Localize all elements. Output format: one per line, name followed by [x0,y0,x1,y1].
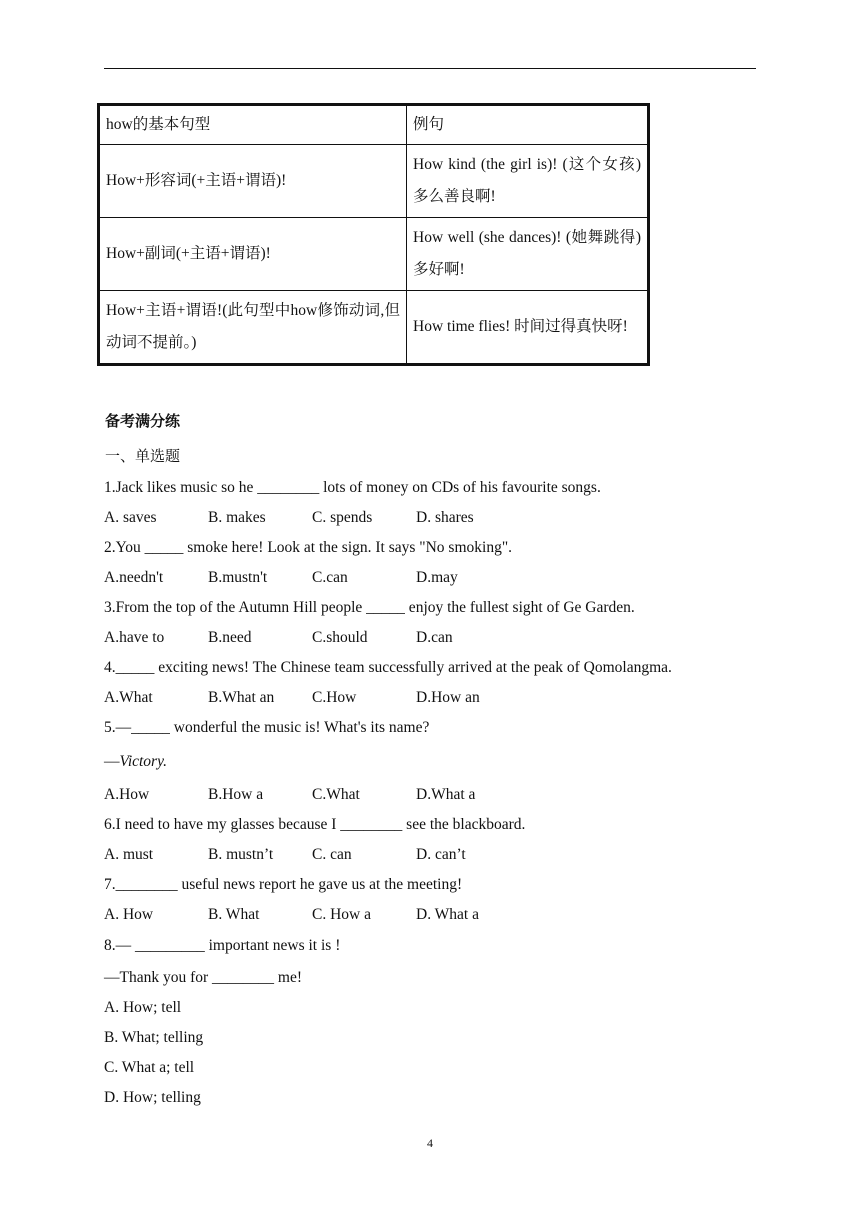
option-b: B. mustn’t [208,846,274,863]
option-d: D. shares [416,509,474,526]
option-b: B. What; telling [104,1029,204,1046]
option-d: D. can’t [416,846,466,863]
option-c: C. spends [312,509,373,526]
option-a: A. saves [104,509,157,526]
question-stem: 1.Jack likes music so he ________ lots of money on CDs of his favourite songs. [104,479,601,496]
question-stem: 2.You _____ smoke here! Look at the sign. It says "No smoking". [104,539,513,556]
question-reply [104,753,167,771]
table-cell-example: How well (she dances)! (她舞跳得)多好啊! [407,218,649,291]
how-sentence-pattern-table [97,103,650,366]
table-cell-example: How kind (the girl is)! (这个女孩)多么善良啊! [407,145,649,218]
table-row [99,145,649,218]
question-stem: 8.— _________ important news it is ! [104,937,341,954]
header-rule [104,68,756,69]
table-cell-pattern: How+形容词(+主语+谓语)! [99,145,407,218]
question-reply: —Thank you for ________ me! [104,969,303,986]
option-a: A.What [104,689,153,706]
option-c: C.should [312,629,368,646]
table-cell-pattern: How+副词(+主语+谓语)! [99,218,407,291]
option-c: C.How [312,689,357,706]
table-cell-example: How time flies! 时间过得真快呀! [407,291,649,365]
option-a: A.needn't [104,569,164,586]
option-b: B.What an [208,689,275,706]
table-row [99,291,649,365]
question-stem: 3.From the top of the Autumn Hill people _____ enjoy the fullest sight of Ge Garden. [104,599,635,616]
reply-text: Victory. [119,753,167,770]
option-d: D.may [416,569,458,586]
table-header-row [99,105,649,145]
table-row [99,218,649,291]
option-d: D.How an [416,689,480,706]
page-number: 4 [427,1136,433,1150]
option-d: D. How; telling [104,1089,201,1106]
option-b: B. What [208,906,260,923]
question-stem: 6.I need to have my glasses because I ________ see the blackboard. [104,816,526,833]
reply-dash: — [104,753,120,770]
option-a: A. must [104,846,154,863]
option-a: A.have to [104,629,165,646]
option-d: D.What a [416,786,476,803]
option-b: B. makes [208,509,266,526]
section-title: 备考满分练 [105,412,181,430]
option-b: B.need [208,629,252,646]
table-cell-pattern: How+主语+谓语!(此句型中how修饰动词,但动词不提前。) [99,291,407,365]
table-header-pattern: how的基本句型 [99,105,407,145]
option-c: C.can [312,569,348,586]
subsection-title: 一、单选题 [105,447,181,465]
option-c: C. can [312,846,352,863]
option-a: A. How; tell [104,999,182,1016]
question-stem: 5.—_____ wonderful the music is! What's its name? [104,719,430,736]
option-b: B.mustn't [208,569,268,586]
option-c: C. What a; tell [104,1059,195,1076]
question-stem: 4._____ exciting news! The Chinese team successfully arrived at the peak of Qomolangma. [104,659,672,676]
question-stem: 7.________ useful news report he gave us at the meeting! [104,876,463,893]
option-d: D.can [416,629,453,646]
option-c: C.What [312,786,360,803]
table-header-example: 例句 [407,105,649,145]
option-c: C. How a [312,906,371,923]
option-d: D. What a [416,906,479,923]
option-a: A. How [104,906,154,923]
option-a: A.How [104,786,150,803]
option-b: B.How a [208,786,264,803]
